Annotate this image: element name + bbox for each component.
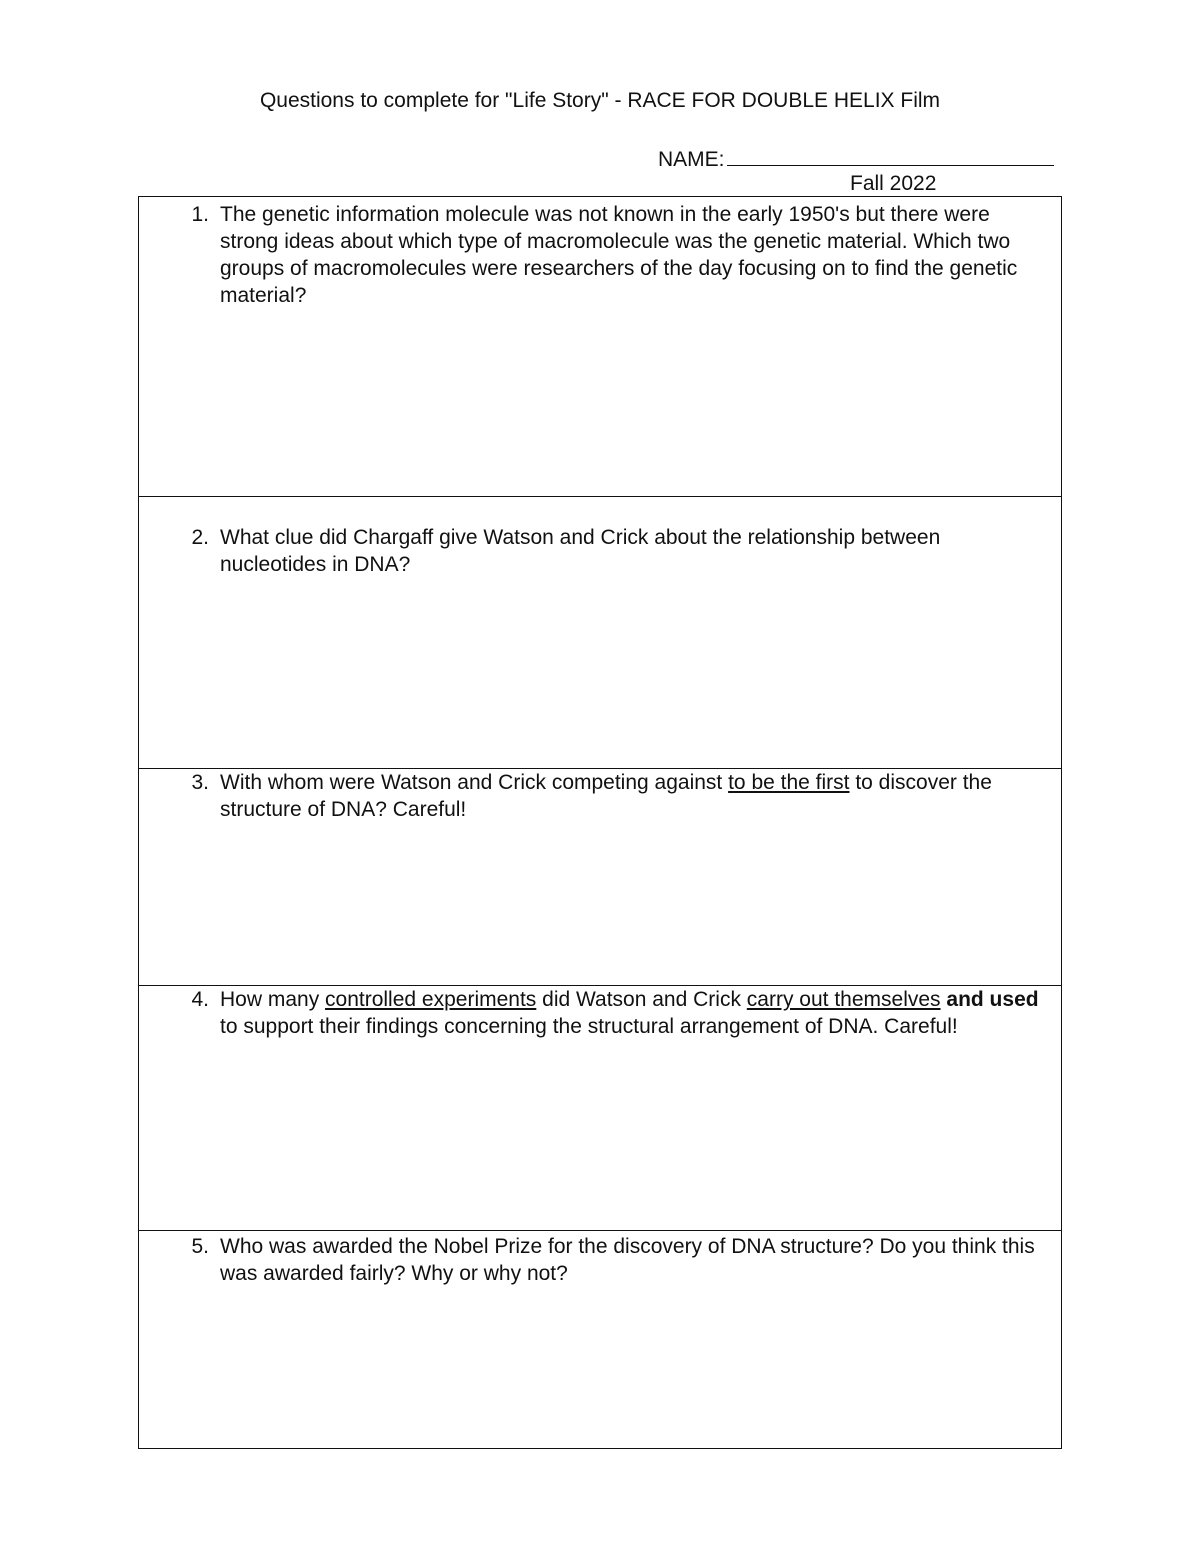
question-number: 3. bbox=[191, 771, 209, 794]
name-blank-line[interactable] bbox=[727, 145, 1054, 166]
question-number: 5. bbox=[191, 1235, 209, 1258]
question-text-underlined: carry out themselves bbox=[746, 988, 941, 1011]
question-text: Who was awarded the Nobel Prize for the discovery of DNA structure? Do you think this was awarded fairly? Why or why not? bbox=[220, 1235, 1035, 1285]
question-4 bbox=[183, 986, 1051, 1040]
name-label: NAME: bbox=[658, 148, 725, 171]
name-field[interactable] bbox=[658, 145, 1054, 173]
questions-table bbox=[138, 196, 1062, 1449]
question-cell-4[interactable] bbox=[139, 986, 1061, 1231]
question-cell-2[interactable] bbox=[139, 497, 1061, 769]
question-text bbox=[220, 769, 1051, 823]
term-label: Fall 2022 bbox=[850, 172, 937, 195]
question-text-part: did Watson and Crick bbox=[536, 988, 747, 1011]
question-1 bbox=[183, 201, 1051, 309]
question-3 bbox=[183, 769, 1051, 823]
question-number: 2. bbox=[191, 526, 209, 549]
question-text bbox=[220, 986, 1051, 1040]
question-cell-3[interactable] bbox=[139, 769, 1061, 986]
question-text-bold: and used bbox=[946, 988, 1039, 1011]
question-number: 1. bbox=[191, 203, 209, 226]
question-text: What clue did Chargaff give Watson and Crick about the relationship between nucleotides in DNA? bbox=[220, 526, 941, 576]
question-cell-5[interactable] bbox=[139, 1231, 1061, 1449]
question-text-part: How many bbox=[220, 988, 326, 1011]
question-text-part: With whom were Watson and Crick competing against bbox=[220, 771, 729, 794]
question-text: The genetic information molecule was not known in the early 1950's but there were strong ideas about which type of macromolecule was the genetic material. Which two groups of macromolecules were researchers of the day focusing on to find the genetic material? bbox=[220, 203, 1018, 307]
question-text-underlined: to be the first bbox=[728, 771, 850, 794]
question-number: 4. bbox=[191, 988, 209, 1011]
question-cell-1[interactable] bbox=[139, 197, 1061, 497]
question-text-part: to discover the structure of DNA? Careful! bbox=[220, 771, 992, 821]
question-2 bbox=[183, 524, 1051, 578]
question-5 bbox=[183, 1233, 1051, 1287]
question-text-underlined: controlled experiments bbox=[325, 988, 537, 1011]
worksheet-title: Questions to complete for "Life Story" - RACE FOR DOUBLE HELIX Film bbox=[259, 89, 941, 112]
question-text-part: to support their findings concerning the structural arrangement of DNA. Careful! bbox=[220, 1015, 958, 1038]
